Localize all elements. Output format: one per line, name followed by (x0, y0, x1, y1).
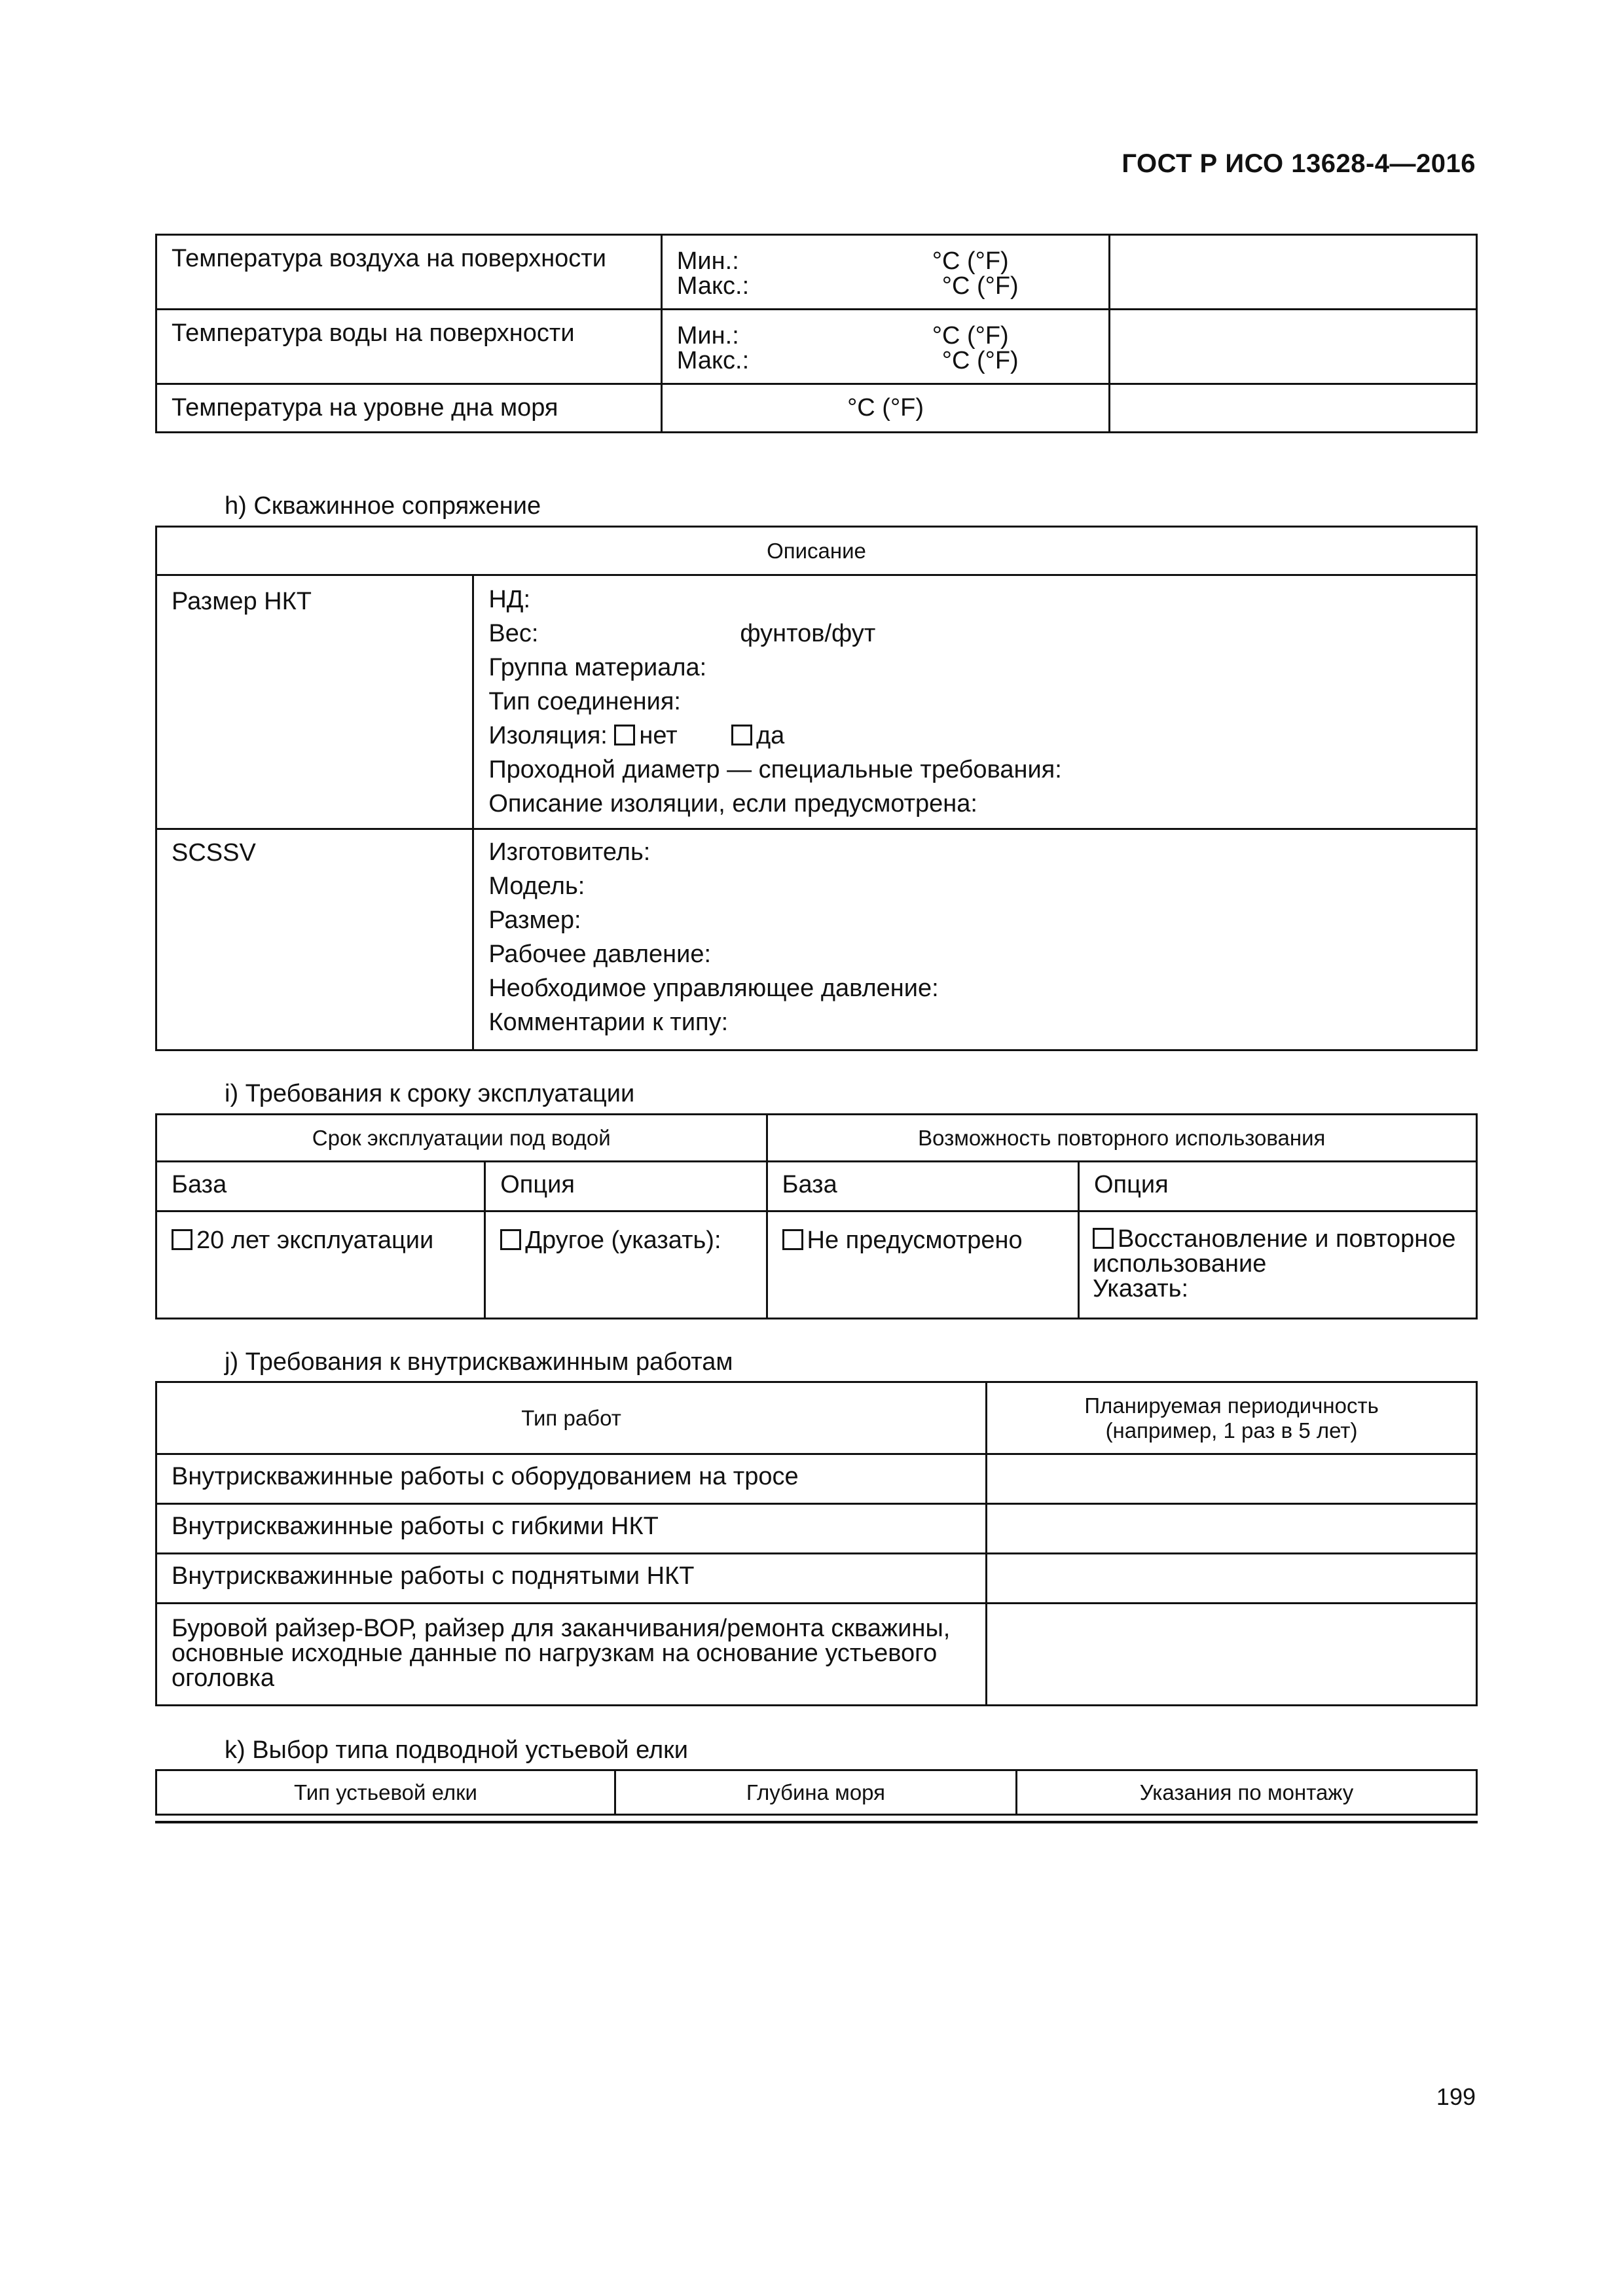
well-interface-table (155, 526, 1478, 1051)
row-label-tubing: Размер НКТ (156, 575, 473, 829)
min-label: Мин.: (676, 322, 739, 350)
insulation-yes-label: да (756, 722, 785, 749)
work-type (156, 1604, 987, 1706)
row-label: Температура воздуха на поверхности (156, 235, 662, 310)
table-subheader-row (156, 1162, 1477, 1211)
table-header-row (156, 1115, 1477, 1162)
work-type-line3: оголовка (172, 1664, 274, 1692)
insulation-yes-checkbox[interactable] (731, 725, 752, 745)
table-row (156, 384, 1477, 433)
checkbox[interactable] (1093, 1228, 1114, 1249)
field-type-comments: Комментарии к типу: (488, 1009, 729, 1036)
field-manufacturer: Изготовитель: (488, 838, 651, 866)
field-insulation: Изоляция: (488, 722, 608, 749)
min-label: Мин.: (676, 247, 739, 275)
option-label: Восстановление и повторное (1117, 1225, 1456, 1253)
option-cell (485, 1211, 767, 1319)
row-label: Температура на уровне дна моря (156, 384, 662, 433)
option-cell (767, 1211, 1078, 1319)
option-label: 20 лет эксплуатации (196, 1227, 434, 1254)
document-code: ГОСТ Р ИСО 13628-4—2016 (1122, 149, 1476, 178)
column-group-subsea-life: Срок эксплуатации под водой (156, 1115, 767, 1162)
checkbox[interactable] (500, 1229, 521, 1250)
work-type: Внутрискважинные работы с поднятыми НКТ (156, 1554, 987, 1604)
table-row (156, 829, 1477, 1050)
table-row (156, 1554, 1477, 1604)
table-bottom-double-rule (155, 1821, 1478, 1823)
option-cell (1078, 1211, 1476, 1319)
column-header-description: Описание (156, 527, 1477, 575)
work-type: Внутрискважинные работы с оборудованием на тросе (156, 1454, 987, 1504)
temperature-table (155, 234, 1478, 433)
section-h-caption: h) Скважинное сопряжение (225, 492, 541, 520)
field-bore-requirements: Проходной диаметр — специальные требования: (488, 756, 1062, 783)
frequency-cell[interactable] (987, 1504, 1477, 1554)
column-option-1: Опция (485, 1162, 767, 1211)
option-cell (156, 1211, 485, 1319)
specify-label: Указать: (1092, 1275, 1189, 1302)
table-row (156, 1454, 1477, 1504)
table-row (156, 1604, 1477, 1706)
table-row (156, 310, 1477, 384)
column-tree-type: Тип устьевой елки (156, 1770, 615, 1815)
frequency-cell[interactable] (987, 1454, 1477, 1504)
scssv-details (473, 829, 1477, 1050)
min-max-cell (661, 235, 1110, 310)
insulation-no-label: нет (639, 722, 678, 749)
checkbox[interactable] (782, 1229, 803, 1250)
field-weight: Вес: (488, 620, 539, 647)
min-max-cell (661, 310, 1110, 384)
field-weight-row (488, 617, 1461, 651)
section-j-caption: j) Требования к внутрискважинным работам (225, 1348, 733, 1376)
field-material-group: Группа материала: (488, 654, 707, 681)
field-insulation-row (488, 719, 1461, 753)
column-group-reuse: Возможность повторного использования (767, 1115, 1477, 1162)
unit-label: °C (°F) (661, 384, 1110, 433)
field-size: Размер: (488, 906, 581, 934)
column-water-depth: Глубина моря (615, 1770, 1016, 1815)
max-label: Макс.: (676, 272, 750, 300)
value-cell[interactable] (1110, 384, 1477, 433)
unit-label: °C (°F) (941, 347, 1019, 374)
frequency-cell[interactable] (987, 1554, 1477, 1604)
option-label: Не предусмотрено (807, 1227, 1023, 1254)
field-insulation-description: Описание изоляции, если предусмотрена: (488, 790, 977, 817)
table-header-row (156, 1770, 1477, 1815)
value-cell[interactable] (1110, 310, 1477, 384)
unit-label: °C (°F) (941, 272, 1019, 300)
unit-label: °C (°F) (932, 322, 1009, 350)
table-row (156, 235, 1477, 310)
work-type-line1: Буровой райзер-ВОР, райзер для заканчивания/ремонта скважины, (172, 1615, 951, 1642)
column-option-2: Опция (1078, 1162, 1476, 1211)
work-type: Внутрискважинные работы с гибкими НКТ (156, 1504, 987, 1554)
section-i-caption: i) Требования к сроку эксплуатации (225, 1080, 635, 1107)
column-frequency-line1: Планируемая периодичность (1084, 1393, 1379, 1418)
table-header-row (156, 1382, 1477, 1454)
frequency-cell[interactable] (987, 1604, 1477, 1706)
xmas-tree-table (155, 1769, 1478, 1816)
column-base-1: База (156, 1162, 485, 1211)
column-frequency (987, 1382, 1477, 1454)
tubing-details (473, 575, 1477, 829)
field-control-pressure: Необходимое управляющее давление: (488, 975, 939, 1002)
table-header-row (156, 527, 1477, 575)
column-base-2: База (767, 1162, 1078, 1211)
checkbox[interactable] (172, 1229, 192, 1250)
field-connection-type: Тип соединения: (488, 688, 681, 715)
section-k-caption: k) Выбор типа подводной устьевой елки (225, 1736, 689, 1764)
page-number: 199 (1436, 2083, 1476, 2110)
unit-label: °C (°F) (932, 247, 1009, 275)
option-label: Другое (указать): (525, 1227, 721, 1254)
field-working-pressure: Рабочее давление: (488, 941, 712, 968)
intervention-table (155, 1381, 1478, 1706)
table-row (156, 1504, 1477, 1554)
option-label-cont: использование (1092, 1250, 1267, 1278)
work-type-line2: основные исходные данные по нагрузкам на основание устьевого (172, 1640, 938, 1667)
weight-unit: фунтов/фут (740, 620, 876, 647)
column-installation-notes: Указания по монтажу (1017, 1770, 1477, 1815)
value-cell[interactable] (1110, 235, 1477, 310)
field-nd: НД: (488, 586, 531, 613)
insulation-no-checkbox[interactable] (614, 725, 635, 745)
column-frequency-line2: (например, 1 раз в 5 лет) (1105, 1418, 1358, 1443)
column-work-type: Тип работ (156, 1382, 987, 1454)
service-life-table (155, 1113, 1478, 1319)
max-label: Макс.: (676, 347, 750, 374)
table-row (156, 1211, 1477, 1319)
table-row (156, 575, 1477, 829)
row-label-scssv: SCSSV (156, 829, 473, 1050)
field-model: Модель: (488, 872, 585, 900)
row-label: Температура воды на поверхности (156, 310, 662, 384)
